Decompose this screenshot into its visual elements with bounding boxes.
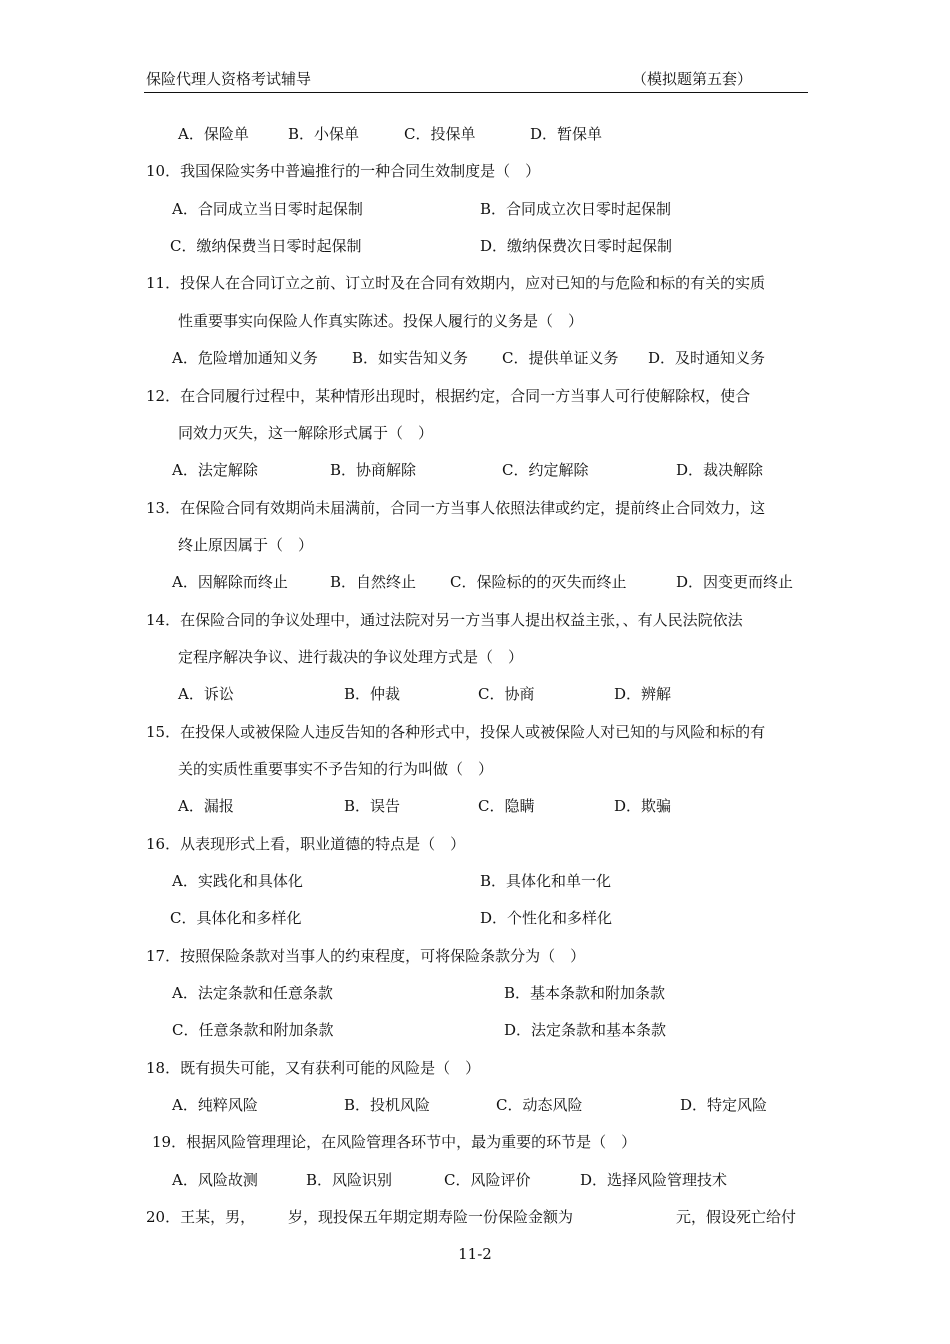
q12-option-a: A．法定解除 (172, 461, 258, 479)
q9-option-a: A．保险单 (178, 125, 249, 143)
q11-option-c: C．提供单证义务 (502, 349, 619, 367)
header-subtitle: （模拟题第五套） (632, 70, 753, 88)
q10-option-b: B．合同成立次日零时起保制 (480, 200, 672, 218)
q10-stem: 10．我国保险实务中普遍推行的一种合同生效制度是（ ） (146, 162, 541, 180)
q11-option-a: A．危险增加通知义务 (172, 349, 318, 367)
q17-option-c: C．任意条款和附加条款 (172, 1021, 334, 1039)
q20-stem-part-1: 20．王某，男， (146, 1208, 256, 1226)
q14-option-b: B．仲裁 (344, 685, 401, 703)
q17-option-a: A．法定条款和任意条款 (172, 984, 333, 1002)
q10-option-a: A．合同成立当日零时起保制 (172, 200, 363, 218)
q16-option-b: B．具体化和单一化 (480, 872, 612, 890)
q18-option-d: D．特定风险 (680, 1096, 768, 1114)
q11-option-d: D．及时通知义务 (648, 349, 766, 367)
q11-option-b: B．如实告知义务 (352, 349, 469, 367)
q18-option-b: B．投机风险 (344, 1096, 431, 1114)
q12-stem-line-2: 同效力灭失，这一解除形式属于（ ） (178, 424, 434, 442)
q12-stem-line-1: 12．在合同履行过程中，某种情形出现时，根据约定，合同一方当事人可行使解除权，使合 (146, 387, 751, 405)
q16-option-d: D．个性化和多样化 (480, 909, 613, 927)
q15-stem-line-1: 15．在投保人或被保险人违反告知的各种形式中，投保人或被保险人对已知的与风险和标的有 (146, 723, 766, 741)
q17-stem: 17．按照保险条款对当事人的约束程度，可将保险条款分为（ ） (146, 947, 586, 965)
q18-option-a: A．纯粹风险 (172, 1096, 258, 1114)
q12-option-b: B．协商解除 (330, 461, 417, 479)
header-title: 保险代理人资格考试辅导 (146, 70, 312, 88)
q14-option-a: A．诉讼 (178, 685, 234, 703)
q16-option-a: A．实践化和具体化 (172, 872, 303, 890)
q19-option-c: C．风险评价 (444, 1171, 531, 1189)
q12-option-c: C．约定解除 (502, 461, 589, 479)
q13-stem-line-1: 13．在保险合同有效期尚未届满前，合同一方当事人依照法律或约定，提前终止合同效力，这 (146, 499, 766, 517)
page-number: 11-2 (458, 1245, 492, 1263)
q16-option-c: C．具体化和多样化 (170, 909, 302, 927)
q12-option-d: D．裁决解除 (676, 461, 764, 479)
q18-stem: 18．既有损失可能，又有获利可能的风险是（ ） (146, 1059, 481, 1077)
q19-option-d: D．选择风险管理技术 (580, 1171, 728, 1189)
q17-option-b: B．基本条款和附加条款 (504, 984, 666, 1002)
q9-option-c: C．投保单 (404, 125, 476, 143)
q15-option-c: C．隐瞒 (478, 797, 535, 815)
q11-stem-line-1: 11．投保人在合同订立之前、订立时及在合同有效期内，应对已知的与危险和标的有关的实质 (146, 274, 766, 292)
q19-option-a: A．风险故测 (172, 1171, 258, 1189)
header-divider (144, 92, 808, 93)
q14-option-d: D．辨解 (614, 685, 672, 703)
q15-option-b: B．误告 (344, 797, 401, 815)
q10-option-c: C．缴纳保费当日零时起保制 (170, 237, 362, 255)
q10-option-d: D．缴纳保费次日零时起保制 (480, 237, 673, 255)
q13-option-b: B．自然终止 (330, 573, 417, 591)
q20-stem-part-3: 元，假设死亡给付 (676, 1208, 797, 1226)
q15-option-a: A．漏报 (178, 797, 234, 815)
q9-option-d: D．暂保单 (530, 125, 603, 143)
q13-option-d: D．因变更而终止 (676, 573, 794, 591)
q14-stem-line-2: 定程序解决争议、进行裁决的争议处理方式是（ ） (178, 648, 524, 666)
q13-option-a: A．因解除而终止 (172, 573, 288, 591)
q17-option-d: D．法定条款和基本条款 (504, 1021, 667, 1039)
q14-option-c: C．协商 (478, 685, 535, 703)
q15-option-d: D．欺骗 (614, 797, 672, 815)
q15-stem-line-2: 关的实质性重要事实不予告知的行为叫做（ ） (178, 760, 494, 778)
q11-stem-line-2: 性重要事实向保险人作真实陈述。投保人履行的义务是（ ） (178, 312, 584, 330)
q14-stem-line-1: 14．在保险合同的争议处理中，通过法院对另一方当事人提出权益主张，、有人民法院依法 (146, 611, 743, 629)
q13-option-c: C．保险标的的灭失而终止 (450, 573, 627, 591)
q9-option-b: B．小保单 (288, 125, 360, 143)
q18-option-c: C．动态风险 (496, 1096, 583, 1114)
q19-stem: 19．根据风险管理理论，在风险管理各环节中，最为重要的环节是（ ） (152, 1133, 637, 1151)
q20-stem-part-2: 岁，现投保五年期定期寿险一份保险金额为 (288, 1208, 574, 1226)
q16-stem: 16．从表现形式上看，职业道德的特点是（ ） (146, 835, 466, 853)
q19-option-b: B．风险识别 (306, 1171, 393, 1189)
q13-stem-line-2: 终止原因属于（ ） (178, 536, 314, 554)
